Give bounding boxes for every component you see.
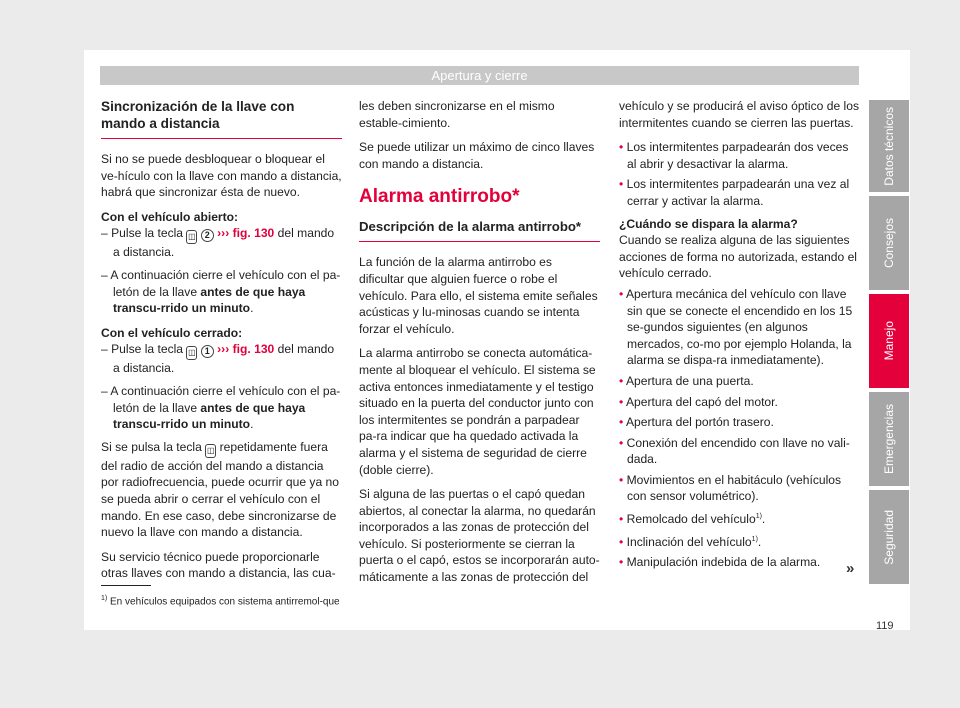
tab-seguridad[interactable]: Seguridad [869, 490, 909, 584]
question-intro: Cuando se realiza alguna de las siguientes acciones de forma no autorizada, estando el vehículo cerrado. [619, 233, 857, 281]
footnote: $^{1)}$ En vehículos equipados con sistema antirremol-que [101, 595, 340, 608]
list-item: • Apertura de una puerta. [619, 373, 754, 388]
callout-number: 1 [201, 345, 214, 358]
list-item: • Conexión del encendido con llave no vali-dada. [619, 435, 850, 467]
repeat-paragraph: Si se pulsa la tecla ◫ repetidamente fuera del radio de acción del mando a distancia por radiofrecuencia, puede ocurrir que ya no se pueda abrir o cerrar el vehículo con el mando. En ese caso, debe sincronizarse de nuevo la llave con mando a distancia. [101, 439, 339, 540]
lock-key-icon: ◫ [205, 444, 216, 458]
footnote-divider [101, 585, 151, 586]
callout-number: 2 [201, 229, 214, 242]
list-item: • Apertura mecánica del vehículo con llave sin que se conecte el encendido en los 15 se-gundos siguientes (en algunos mercados, co-mo por ejemplo Holanda, la alarma se dispa-ra inmediatamente). [619, 286, 853, 368]
max-keys-paragraph: Se puede utilizar un máximo de cinco llaves con mando a distancia. [359, 140, 595, 171]
closed-step-1: – Pulse la tecla ◫ 1 ››› fig. 130 del mando a distancia. [101, 342, 335, 376]
list-item: • Manipulación indebida de la alarma. [619, 555, 821, 570]
tab-manejo[interactable]: Manejo [869, 294, 909, 388]
list-item: • Los intermitentes parpadearán una vez al cerrar y activar la alarma. [619, 177, 850, 208]
open-step-1: – Pulse la tecla ◫ 2 ››› fig. 130 del mando a distancia. [101, 226, 335, 260]
intro-paragraph: Si no se puede desbloquear o bloquear el ve-hículo con la llave con mando a distancia, habrá que sincronizar ésta de nuevo. [101, 152, 342, 200]
figure-link[interactable]: ››› fig. 130 [217, 342, 275, 357]
open-step-2: – A continuación cierre el vehículo con el pa-letón de la llave antes de que haya transcu-rrido un minuto. [101, 267, 341, 316]
open-vehicle-label: Con el vehículo abierto: [101, 209, 239, 224]
list-item: • Los intermitentes parpadearán dos veces al abrir y desactivar la alarma. [619, 140, 849, 171]
section-heading: Sincronización de la llave con mando a distancia [101, 98, 342, 139]
column-3 [619, 98, 860, 575]
alarm-paragraph-2: La alarma antirrobo se conecta automática-mente al bloquear el vehículo. El sistema se activa entonces inmediatamente y el testigo situado en la puerta del conductor junto con los intermitentes se pondrán a parpadear pa-ra indicar que ha quedado activada la alarma y el sistema de seguridad de cierre (doble cierre). [359, 346, 596, 477]
next-page-marker: » [846, 560, 855, 577]
figure-link[interactable]: ››› fig. 130 [217, 226, 275, 241]
section-subtitle: Descripción de la alarma antirrobo* [359, 218, 600, 242]
list-item: • Apertura del portón trasero. [619, 415, 774, 430]
tab-emergencias[interactable]: Emergencias [869, 392, 909, 486]
list-item: • Remolcado del vehículo$^{1)}$. [619, 512, 766, 527]
alarm-paragraph-1: La función de la alarma antirrobo es dificultar que alguien fuerce o robe el vehículo. Para ello, el sistema emite señales acústicas y lu-minosas cuando se intenta forzar el vehículo. [359, 255, 598, 336]
chapter-title: Alarma antirrobo* [359, 186, 520, 208]
list-item: • Movimientos en el habitáculo (vehículos con sensor volumétrico). [619, 472, 842, 504]
closed-vehicle-label: Con el vehículo cerrado: [101, 325, 243, 340]
continued-paragraph: les deben sincronizarse en el mismo estable-cimiento. [359, 99, 555, 130]
page-number: 119 [876, 620, 894, 632]
tab-datos-tecnicos[interactable]: Datos técnicos [869, 100, 909, 192]
continued-paragraph: vehículo y se producirá el aviso óptico de los intermitentes cuando se cierren las puertas. [619, 99, 859, 130]
service-paragraph: Su servicio técnico puede proporcionarle otras llaves con mando a distancia, las cua- [101, 549, 336, 581]
column-1 [101, 98, 342, 590]
lock-key-icon: ◫ [186, 346, 197, 360]
question-heading: ¿Cuándo se dispara la alarma? [619, 216, 798, 231]
section-header: Apertura y cierre [100, 66, 859, 85]
closed-step-2: – A continuación cierre el vehículo con el pa-letón de la llave antes de que haya transcu-rrido un minuto. [101, 383, 341, 432]
list-item: • Apertura del capó del motor. [619, 394, 778, 409]
unlock-key-icon: ◫ [186, 230, 197, 244]
column-2 [359, 98, 600, 594]
alarm-paragraph-3: Si alguna de las puertas o el capó quedan abiertos, al conectar la alarma, no quedarán incorporados a las zonas de protección del vehículo. Si posteriormente se cierran la puerta o el capó, estos se incorporarán auto-máticamente a las zonas de protección del [359, 487, 600, 585]
list-item: • Inclinación del vehículo$^{1)}$. [619, 534, 762, 549]
tab-consejos[interactable]: Consejos [869, 196, 909, 290]
